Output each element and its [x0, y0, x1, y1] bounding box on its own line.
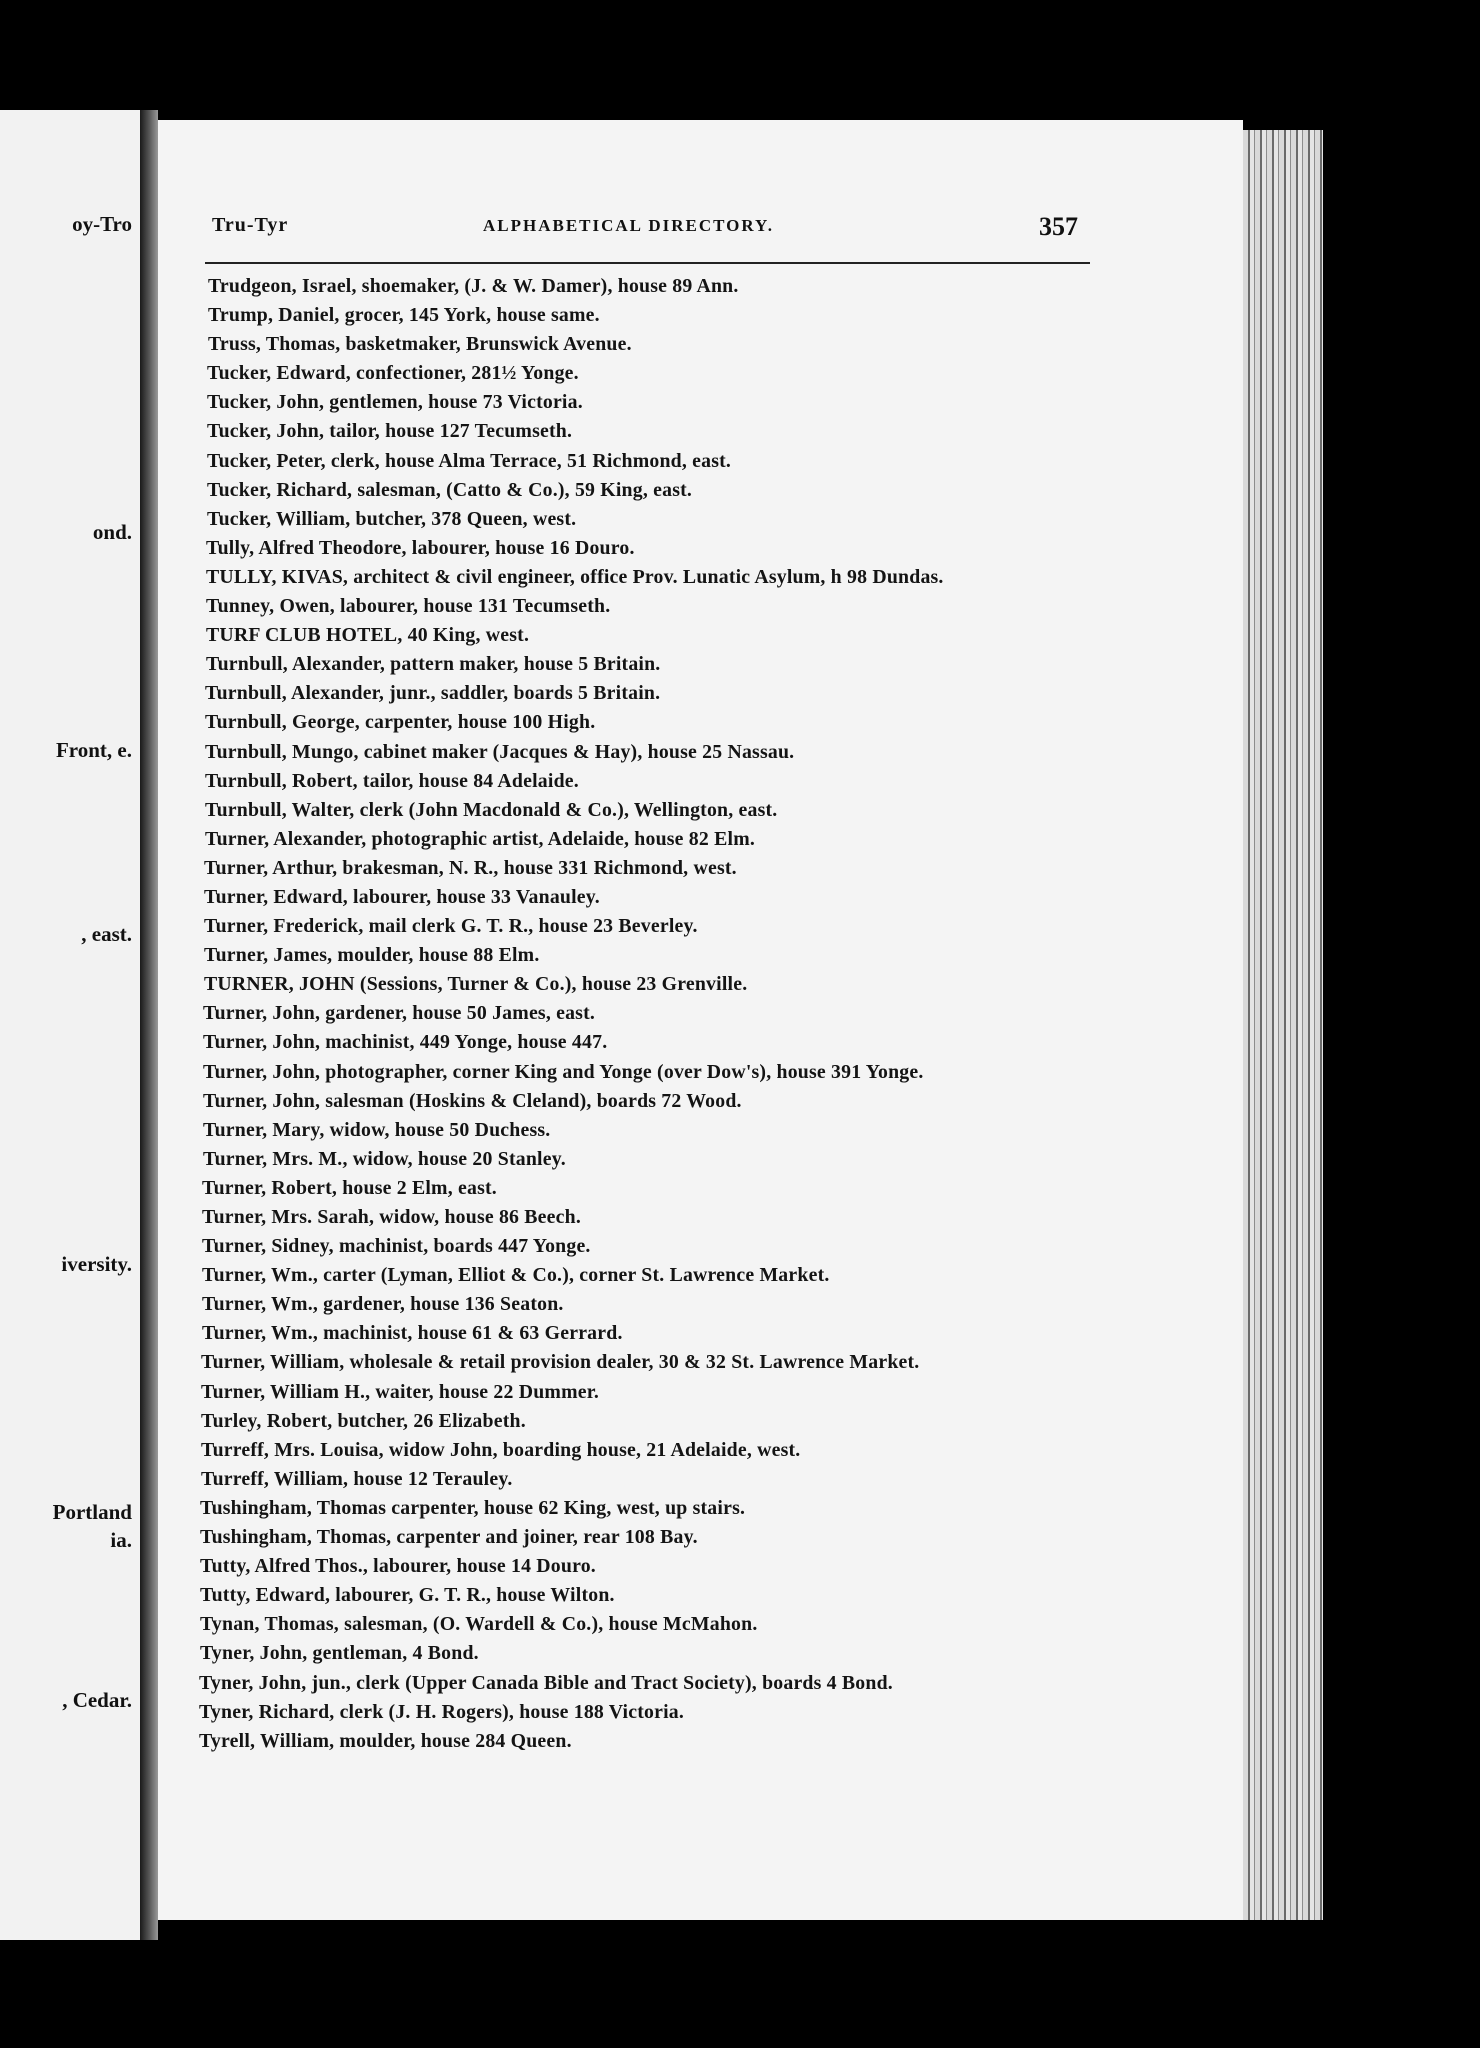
directory-entry: Tyner, John, gentleman, 4 Bond. — [200, 1642, 479, 1665]
directory-entry: Turner, Robert, house 2 Elm, east. — [202, 1176, 497, 1199]
directory-entry: Turnbull, Walter, clerk (John Macdonald & Co.), Wellington, east. — [205, 798, 778, 821]
directory-entry: TURF CLUB HOTEL, 40 King, west. — [206, 624, 530, 647]
directory-entry: Tucker, Peter, clerk, house Alma Terrace, 51 Richmond, east. — [207, 449, 732, 472]
directory-entry: Turner, Frederick, mail clerk G. T. R., house 23 Beverley. — [204, 915, 698, 938]
directory-entry: TURNER, JOHN (Sessions, Turner & Co.), house 23 Grenville. — [204, 973, 748, 996]
facing-page-text: iversity. — [61, 1252, 132, 1276]
directory-entry: Turner, John, salesman (Hoskins & Cleland), boards 72 Wood. — [203, 1089, 742, 1112]
facing-page-text: , Cedar. — [62, 1688, 132, 1712]
directory-entry: Truss, Thomas, basketmaker, Brunswick Avenue. — [208, 333, 632, 356]
directory-entry: Turner, William, wholesale & retail provision dealer, 30 & 32 St. Lawrence Market. — [201, 1351, 920, 1374]
page-edges — [1243, 130, 1323, 1920]
directory-entry: Turnbull, George, carpenter, house 100 High. — [205, 711, 596, 734]
directory-entry: Tucker, John, tailor, house 127 Tecumseth. — [207, 420, 573, 443]
directory-entry: Tunney, Owen, labourer, house 131 Tecumseth. — [206, 595, 611, 618]
directory-entry: Tucker, William, butcher, 378 Queen, west. — [207, 507, 577, 530]
page-number: 357 — [1039, 212, 1078, 241]
header-rule — [205, 262, 1090, 264]
directory-entry: Turner, Wm., gardener, house 136 Seaton. — [202, 1293, 564, 1316]
facing-page-text: Front, e. — [55, 738, 132, 762]
directory-entry: Trudgeon, Israel, shoemaker, (J. & W. Damer), house 89 Ann. — [208, 275, 739, 297]
directory-entry: Tyrell, William, moulder, house 284 Queen. — [199, 1729, 572, 1752]
directory-entry: Turner, Arthur, brakesman, N. R., house 331 Richmond, west. — [204, 856, 737, 879]
book-gutter — [140, 110, 158, 1940]
directory-entry: TULLY, KIVAS, architect & civil engineer, office Prov. Lunatic Asylum, h 98 Dundas. — [206, 565, 944, 588]
directory-entry: Turner, William H., waiter, house 22 Dummer. — [201, 1380, 600, 1403]
directory-entry: Turner, Wm., carter (Lyman, Elliot & Co.), corner St. Lawrence Market. — [202, 1264, 830, 1287]
directory-entry: Turnbull, Robert, tailor, house 84 Adelaide. — [205, 769, 579, 792]
facing-page-fragment — [0, 110, 140, 1940]
directory-entry: Tucker, Richard, salesman, (Catto & Co.), 59 King, east. — [207, 478, 693, 501]
directory-entry: Turner, John, gardener, house 50 James, east. — [203, 1002, 596, 1025]
directory-entry: Turner, Mrs. M., widow, house 20 Stanley. — [203, 1147, 566, 1170]
directory-entry: Turner, Sidney, machinist, boards 447 Yonge. — [202, 1235, 591, 1258]
facing-page-text: ia. — [110, 1528, 132, 1552]
directory-entry: Turner, John, machinist, 449 Yonge, house 447. — [203, 1031, 608, 1054]
page-header — [208, 210, 1088, 250]
directory-entries — [198, 272, 1128, 1756]
directory-entry: Turner, Mrs. Sarah, widow, house 86 Beech. — [202, 1206, 581, 1228]
facing-page-text: oy-Tro — [72, 212, 132, 236]
header-range: Tru-Tyr — [212, 214, 289, 236]
directory-entry: Tucker, Edward, confectioner, 281½ Yonge. — [207, 362, 579, 385]
directory-entry: Turner, James, moulder, house 88 Elm. — [204, 944, 540, 967]
facing-page-text: ond. — [92, 520, 132, 544]
facing-page-text: , east. — [81, 922, 132, 946]
directory-entry: Turreff, Mrs. Louisa, widow John, boarding house, 21 Adelaide, west. — [201, 1438, 801, 1461]
directory-entry: Tushingham, Thomas carpenter, house 62 King, west, up stairs. — [200, 1496, 746, 1519]
directory-entry: Turner, Edward, labourer, house 33 Vanauley. — [204, 885, 600, 908]
directory-entry: Tutty, Alfred Thos., labourer, house 14 Douro. — [200, 1555, 596, 1578]
facing-page-text: Portland — [52, 1500, 132, 1524]
directory-entry: Tynan, Thomas, salesman, (O. Wardell & Co.), house McMahon. — [200, 1613, 758, 1636]
directory-entry: Trump, Daniel, grocer, 145 York, house same. — [208, 304, 600, 327]
header-title: ALPHABETICAL DIRECTORY. — [483, 216, 775, 235]
directory-entry: Turnbull, Alexander, pattern maker, house 5 Britain. — [206, 653, 661, 676]
directory-entry: Turreff, William, house 12 Terauley. — [201, 1467, 513, 1490]
directory-entry: Turner, John, photographer, corner King and Yonge (over Dow's), house 391 Yonge. — [203, 1060, 924, 1083]
directory-entry: Tutty, Edward, labourer, G. T. R., house Wilton. — [200, 1584, 615, 1607]
directory-entry: Turner, Alexander, photographic artist, Adelaide, house 82 Elm. — [205, 827, 756, 850]
directory-entry: Tushingham, Thomas, carpenter and joiner, rear 108 Bay. — [200, 1526, 698, 1549]
directory-entry: Turley, Robert, butcher, 26 Elizabeth. — [201, 1409, 526, 1432]
directory-entry: Tyner, Richard, clerk (J. H. Rogers), house 188 Victoria. — [199, 1700, 684, 1723]
directory-entry: Turnbull, Alexander, junr., saddler, boards 5 Britain. — [205, 682, 661, 705]
directory-entry: Turnbull, Mungo, cabinet maker (Jacques & Hay), house 25 Nassau. — [205, 740, 795, 763]
directory-entry: Tucker, John, gentlemen, house 73 Victoria. — [207, 391, 583, 414]
directory-entry: Tully, Alfred Theodore, labourer, house 16 Douro. — [206, 536, 635, 559]
directory-entry: Turner, Mary, widow, house 50 Duchess. — [203, 1118, 551, 1141]
directory-entry: Turner, Wm., machinist, house 61 & 63 Gerrard. — [202, 1322, 623, 1345]
directory-entry: Tyner, John, jun., clerk (Upper Canada Bible and Tract Society), boards 4 Bond. — [199, 1671, 893, 1694]
